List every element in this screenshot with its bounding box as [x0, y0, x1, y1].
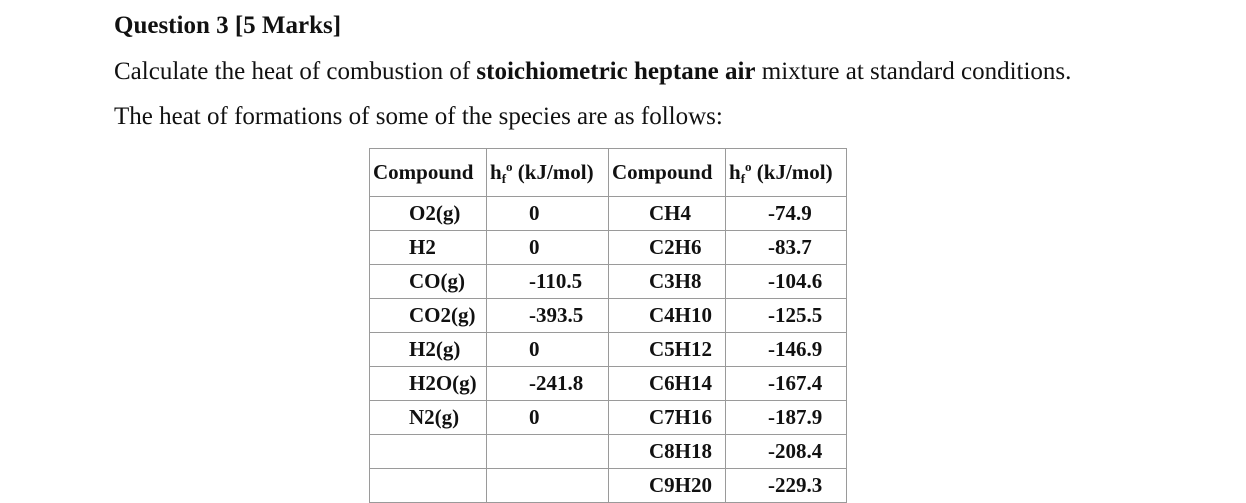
hf-value-cell: -187.9	[726, 401, 847, 435]
question-heading: Question 3 [5 Marks]	[114, 12, 342, 39]
compound-cell: CH4	[609, 197, 726, 231]
compound-cell: O2(g)	[370, 197, 487, 231]
hf-subscript: f	[740, 171, 746, 186]
table-row	[370, 435, 847, 469]
hf-value-cell	[487, 435, 609, 469]
hf-value-cell: -167.4	[726, 367, 847, 401]
hf-value-cell: 0	[487, 197, 609, 231]
table-row	[370, 299, 847, 333]
header-hf-1	[487, 149, 609, 197]
table-row	[370, 469, 847, 503]
compound-cell: C9H20	[609, 469, 726, 503]
hf-symbol: h	[490, 160, 502, 184]
hf-superscript: o	[745, 159, 752, 174]
hf-value-cell: -241.8	[487, 367, 609, 401]
compound-cell: CO2(g)	[370, 299, 487, 333]
compound-cell: C5H12	[609, 333, 726, 367]
hf-value-cell: 0	[487, 231, 609, 265]
table-row	[370, 367, 847, 401]
compound-cell	[370, 435, 487, 469]
question-instruction	[114, 56, 1071, 88]
header-compound-1: Compound	[370, 149, 487, 197]
table-intro-text: The heat of formations of some of the species are as follows:	[114, 103, 723, 130]
compound-cell: C7H16	[609, 401, 726, 435]
compound-cell: C3H8	[609, 265, 726, 299]
table-row	[370, 231, 847, 265]
hf-value-cell: -393.5	[487, 299, 609, 333]
compound-cell: C4H10	[609, 299, 726, 333]
hf-subscript: f	[501, 171, 507, 186]
instruction-text-end: mixture at standard conditions.	[755, 58, 1072, 85]
compound-cell: C6H14	[609, 367, 726, 401]
table-header-row	[370, 149, 847, 197]
hf-value-cell: -125.5	[726, 299, 847, 333]
instruction-text-start: Calculate the heat of combustion of	[114, 58, 477, 85]
hf-value-cell: -146.9	[726, 333, 847, 367]
compound-cell: C2H6	[609, 231, 726, 265]
heat-of-formation-table	[369, 148, 847, 503]
compound-cell: H2(g)	[370, 333, 487, 367]
hf-unit: (kJ/mol)	[751, 160, 833, 184]
hf-value-cell: 0	[487, 401, 609, 435]
header-compound-2: Compound	[609, 149, 726, 197]
table-row	[370, 333, 847, 367]
compound-cell: C8H18	[609, 435, 726, 469]
hf-symbol: h	[729, 160, 741, 184]
hf-value-cell: -208.4	[726, 435, 847, 469]
hf-value-cell: -229.3	[726, 469, 847, 503]
compound-cell	[370, 469, 487, 503]
hf-superscript: o	[506, 159, 513, 174]
instruction-bold-phrase: stoichiometric heptane air	[476, 58, 756, 85]
header-hf-2	[726, 149, 847, 197]
hf-value-cell: -83.7	[726, 231, 847, 265]
compound-cell: N2(g)	[370, 401, 487, 435]
table-row	[370, 197, 847, 231]
hf-unit: (kJ/mol)	[512, 160, 594, 184]
compound-cell: H2O(g)	[370, 367, 487, 401]
hf-value-cell	[487, 469, 609, 503]
table-row	[370, 401, 847, 435]
hf-value-cell: -110.5	[487, 265, 609, 299]
compound-cell: CO(g)	[370, 265, 487, 299]
compound-cell: H2	[370, 231, 487, 265]
hf-value-cell: 0	[487, 333, 609, 367]
table-row	[370, 265, 847, 299]
hf-value-cell: -74.9	[726, 197, 847, 231]
hf-value-cell: -104.6	[726, 265, 847, 299]
